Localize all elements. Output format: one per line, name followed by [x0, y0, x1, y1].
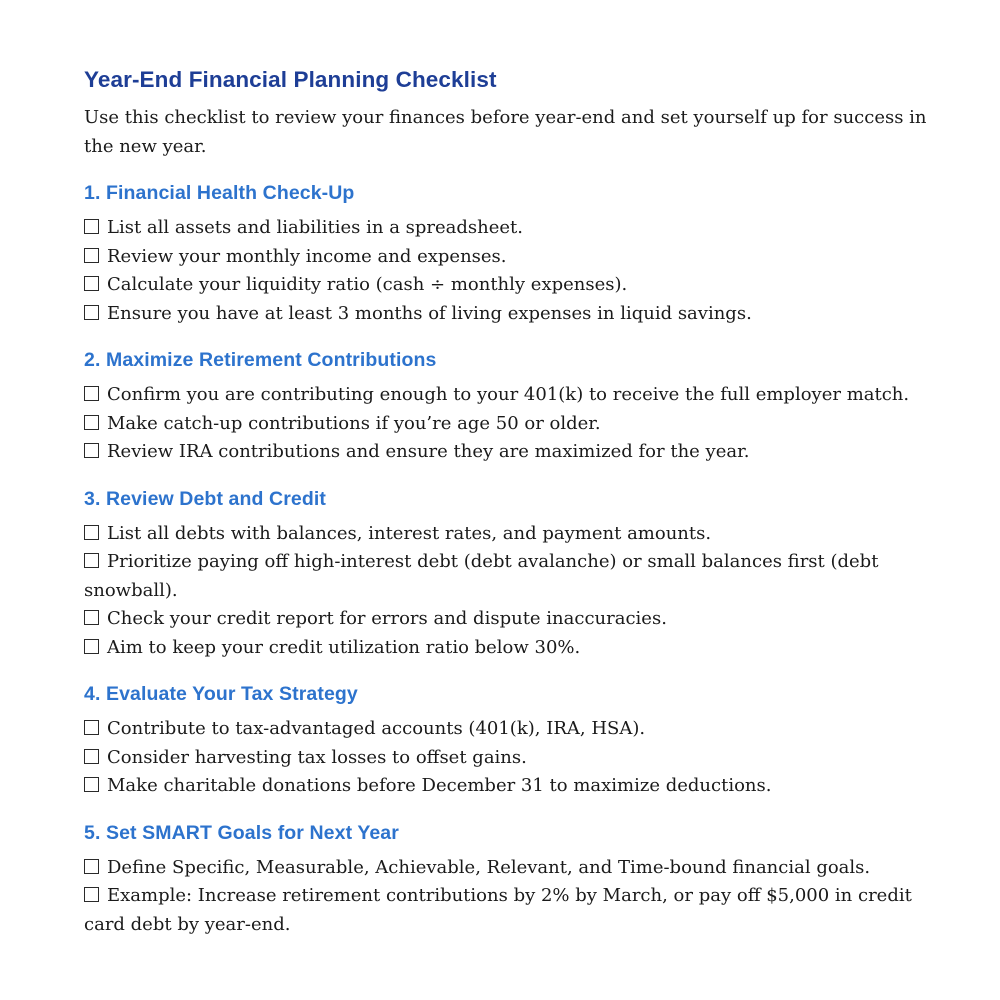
- checklist-item: [84, 438, 934, 467]
- checkbox-unchecked-icon[interactable]: [84, 777, 99, 792]
- checklist-item: [84, 744, 934, 773]
- checklist-item: [84, 772, 934, 801]
- section-smart-goals: [84, 822, 934, 940]
- checklist-item-label: Calculate your liquidity ratio (cash ÷ monthly expenses).: [107, 274, 628, 295]
- checklist-item-label: Ensure you have at least 3 months of living expenses in liquid savings.: [107, 302, 752, 324]
- checklist-item-label: List all assets and liabilities in a spreadsheet.: [107, 217, 524, 238]
- checklist-item-label: Make catch-up contributions if you’re age 50 or older.: [107, 412, 601, 434]
- checkbox-unchecked-icon[interactable]: [84, 386, 99, 401]
- checkbox-unchecked-icon[interactable]: [84, 749, 99, 764]
- checkbox-unchecked-icon[interactable]: [84, 859, 99, 874]
- section-heading: 1. Financial Health Check-Up: [84, 182, 355, 204]
- checkbox-unchecked-icon[interactable]: [84, 248, 99, 263]
- checklist-item-label: Define Specific, Measurable, Achievable, Relevant, and Time-bound financial goals.: [107, 856, 871, 878]
- checklist-item-label: Contribute to tax-advantaged accounts (401(k), IRA, HSA).: [107, 718, 646, 739]
- section-heading: 2. Maximize Retirement Contributions: [84, 349, 437, 371]
- checklist-item: [84, 214, 934, 243]
- checkbox-unchecked-icon[interactable]: [84, 443, 99, 458]
- section-heading: 3. Review Debt and Credit: [84, 487, 326, 510]
- section-financial-health: [84, 182, 934, 328]
- checkbox-unchecked-icon[interactable]: [84, 219, 99, 234]
- section-tax-strategy: [84, 683, 934, 801]
- checklist-item: [84, 548, 934, 605]
- checkbox-unchecked-icon[interactable]: [84, 639, 99, 654]
- checkbox-unchecked-icon[interactable]: [84, 525, 99, 540]
- checkbox-unchecked-icon[interactable]: [84, 415, 99, 430]
- checkbox-unchecked-icon[interactable]: [84, 553, 99, 568]
- checklist-item: [84, 410, 934, 439]
- checkbox-unchecked-icon[interactable]: [84, 276, 99, 291]
- section-heading: 5. Set SMART Goals for Next Year: [84, 821, 399, 844]
- checklist-item: [84, 300, 934, 329]
- checklist-item: [84, 243, 934, 272]
- checklist-item-label: Check your credit report for errors and dispute inaccuracies.: [107, 608, 667, 629]
- checkbox-unchecked-icon[interactable]: [84, 887, 99, 902]
- checklist-item-label: Consider harvesting tax losses to offset gains.: [107, 746, 527, 768]
- document-title: Year-End Financial Planning Checklist: [84, 67, 497, 92]
- section-retirement-contributions: [84, 349, 934, 467]
- checklist-item-label: Review IRA contributions and ensure they are maximized for the year.: [107, 441, 750, 462]
- checkbox-unchecked-icon[interactable]: [84, 305, 99, 320]
- checklist-item: [84, 715, 934, 744]
- checklist-item-label: Aim to keep your credit utilization ratio below 30%.: [107, 636, 581, 658]
- checklist-item: [84, 381, 934, 410]
- checkbox-unchecked-icon[interactable]: [84, 610, 99, 625]
- checklist-item-label: List all debts with balances, interest rates, and payment amounts.: [107, 522, 712, 544]
- checklist-item: [84, 854, 934, 883]
- checklist-item-label: Prioritize paying off high-interest debt (debt avalanche) or small balances first (debt snowball).: [84, 551, 879, 601]
- checkbox-unchecked-icon[interactable]: [84, 720, 99, 735]
- checklist-item: [84, 634, 934, 663]
- checklist-item: [84, 271, 934, 300]
- intro-paragraph: Use this checklist to review your finances before year-end and set yourself up for success in the new year.: [84, 107, 927, 157]
- checklist-item: [84, 882, 934, 939]
- checklist-item: [84, 520, 934, 549]
- document-content: [84, 68, 934, 939]
- section-debt-and-credit: [84, 488, 934, 663]
- checklist-item: [84, 605, 934, 634]
- checklist-item-label: Example: Increase retirement contributions by 2% by March, or pay off $5,000 in credit card debt by year-end.: [84, 885, 912, 935]
- checklist-item-label: Review your monthly income and expenses.: [107, 245, 507, 267]
- section-heading: 4. Evaluate Your Tax Strategy: [84, 683, 358, 705]
- checklist-item-label: Confirm you are contributing enough to your 401(k) to receive the full employer match.: [107, 384, 910, 405]
- checklist-item-label: Make charitable donations before December 31 to maximize deductions.: [107, 775, 772, 796]
